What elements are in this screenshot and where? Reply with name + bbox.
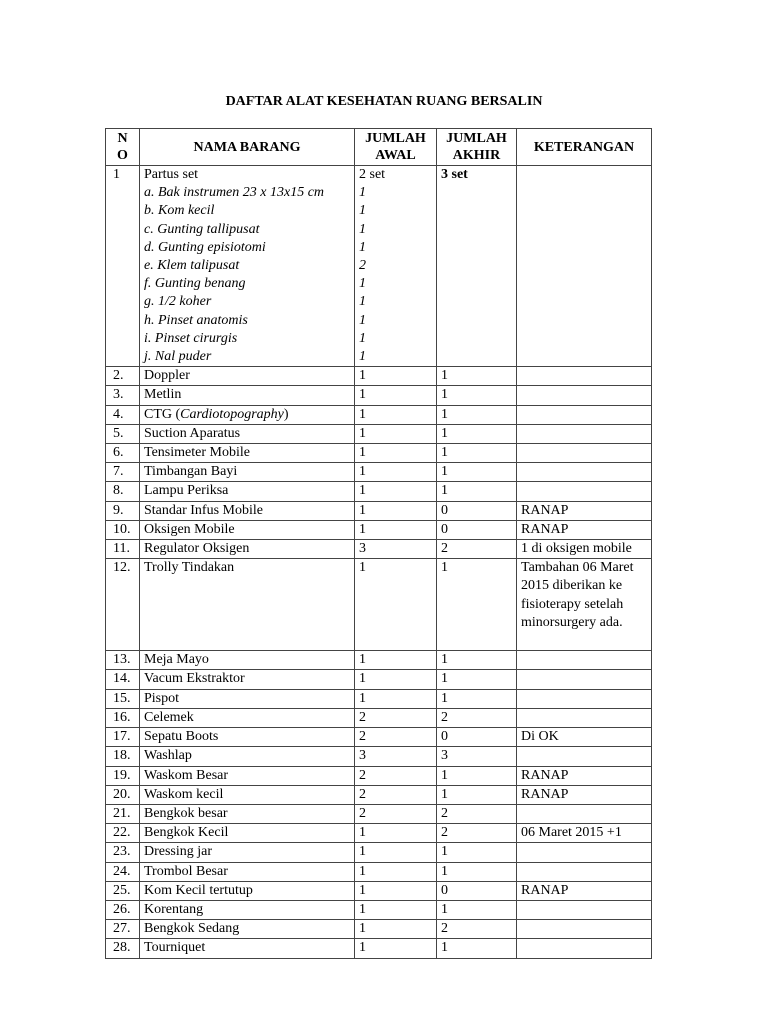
cell-awal: 1 — [355, 501, 437, 520]
partus-subitem-name: g. 1/2 koher — [144, 294, 212, 310]
table-row — [106, 862, 652, 881]
cell-nama: Vacum Ekstraktor — [140, 670, 355, 689]
cell-akhir: 3 set — [437, 166, 517, 367]
cell-nama: Waskom Besar — [140, 766, 355, 785]
cell-no: 28. — [106, 939, 140, 958]
cell-nama: Meja Mayo — [140, 651, 355, 670]
cell-nama: Bengkok Sedang — [140, 920, 355, 939]
cell-akhir: 1 — [437, 785, 517, 804]
cell-nama: Celemek — [140, 708, 355, 727]
partus-subitem-qty: 1 — [359, 349, 366, 365]
cell-awal: 1 — [355, 520, 437, 539]
cell-nama: Oksigen Mobile — [140, 520, 355, 539]
table-row — [106, 689, 652, 708]
cell-keterangan — [517, 424, 652, 443]
cell-nama: Dressing jar — [140, 843, 355, 862]
cell-keterangan — [517, 939, 652, 958]
cell-awal: 1 — [355, 843, 437, 862]
document-title: DAFTAR ALAT KESEHATAN RUANG BERSALIN — [225, 94, 543, 109]
cell-awal: 2 — [355, 708, 437, 727]
table-row — [106, 559, 652, 651]
cell-akhir: 2 — [437, 920, 517, 939]
partus-subitem-name: i. Pinset cirurgis — [144, 330, 238, 346]
cell-awal: 1 — [355, 824, 437, 843]
header-no: N O — [106, 129, 140, 166]
cell-nama: Bengkok besar — [140, 804, 355, 823]
cell-akhir: 1 — [437, 444, 517, 463]
cell-keterangan — [517, 482, 652, 501]
cell-nama: Washlap — [140, 747, 355, 766]
cell-awal: 3 — [355, 540, 437, 559]
partus-subitem-name: c. Gunting tallipusat — [144, 221, 260, 237]
cell-akhir: 1 — [437, 651, 517, 670]
cell-keterangan — [517, 405, 652, 424]
cell-keterangan: Di OK — [517, 728, 652, 747]
cell-awal: 3 — [355, 747, 437, 766]
table-row — [106, 843, 652, 862]
cell-akhir: 1 — [437, 900, 517, 919]
cell-awal: 1 — [355, 367, 437, 386]
cell-akhir: 1 — [437, 405, 517, 424]
header-nama-barang: NAMA BARANG — [140, 129, 355, 166]
cell-keterangan — [517, 900, 652, 919]
cell-keterangan: RANAP — [517, 785, 652, 804]
table-row — [106, 405, 652, 424]
partus-set-name: Partus set — [144, 167, 199, 182]
cell-no: 5. — [106, 424, 140, 443]
cell-awal: 2 — [355, 804, 437, 823]
table-row — [106, 939, 652, 958]
cell-no: 24. — [106, 862, 140, 881]
cell-keterangan — [517, 708, 652, 727]
cell-awal: 1 — [355, 862, 437, 881]
partus-subitem-qty: 2 — [359, 258, 366, 274]
table-row — [106, 540, 652, 559]
cell-keterangan — [517, 747, 652, 766]
cell-no: 11. — [106, 540, 140, 559]
cell-keterangan — [517, 367, 652, 386]
cell-akhir: 1 — [437, 424, 517, 443]
cell-akhir: 1 — [437, 689, 517, 708]
cell-awal: 1 — [355, 689, 437, 708]
table-row — [106, 747, 652, 766]
table-row — [106, 463, 652, 482]
partus-subitem-qty: 1 — [359, 312, 366, 328]
cell-nama: Timbangan Bayi — [140, 463, 355, 482]
cell-nama: Kom Kecil tertutup — [140, 881, 355, 900]
cell-nama: Waskom kecil — [140, 785, 355, 804]
cell-keterangan: Tambahan 06 Maret 2015 diberikan ke fisioterapy setelah minorsurgery ada. — [517, 559, 652, 651]
cell-nama: Lampu Periksa — [140, 482, 355, 501]
table-row — [106, 367, 652, 386]
cell-awal: 2 — [355, 785, 437, 804]
cell-akhir: 1 — [437, 482, 517, 501]
cell-akhir: 1 — [437, 367, 517, 386]
partus-subitem-qty: 1 — [359, 239, 366, 255]
cell-nama: CTG (Cardiotopography) — [140, 405, 355, 424]
cell-akhir: 1 — [437, 862, 517, 881]
cell-nama: Metlin — [140, 386, 355, 405]
cell-awal: 1 — [355, 482, 437, 501]
cell-no: 1 — [106, 166, 140, 367]
cell-nama: Pispot — [140, 689, 355, 708]
cell-awal: 1 — [355, 920, 437, 939]
cell-no: 13. — [106, 651, 140, 670]
cell-no: 14. — [106, 670, 140, 689]
cell-akhir: 1 — [437, 670, 517, 689]
cell-no: 15. — [106, 689, 140, 708]
partus-subitem-qty: 1 — [359, 185, 366, 201]
table-row — [106, 482, 652, 501]
table-row — [106, 766, 652, 785]
cell-nama: Doppler — [140, 367, 355, 386]
table-row — [106, 804, 652, 823]
cell-awal: 1 — [355, 559, 437, 651]
cell-no: 9. — [106, 501, 140, 520]
table-row — [106, 708, 652, 727]
table-row — [106, 785, 652, 804]
table-row — [106, 824, 652, 843]
cell-no: 17. — [106, 728, 140, 747]
cell-no: 3. — [106, 386, 140, 405]
cell-nama: Bengkok Kecil — [140, 824, 355, 843]
cell-keterangan: RANAP — [517, 520, 652, 539]
cell-keterangan: RANAP — [517, 501, 652, 520]
cell-akhir: 1 — [437, 766, 517, 785]
cell-awal: 1 — [355, 386, 437, 405]
cell-nama: Tourniquet — [140, 939, 355, 958]
table-row — [106, 386, 652, 405]
cell-no: 23. — [106, 843, 140, 862]
cell-nama: Tensimeter Mobile — [140, 444, 355, 463]
cell-awal: 1 — [355, 900, 437, 919]
cell-awal: 2 — [355, 728, 437, 747]
equipment-table — [105, 128, 652, 959]
table-row — [106, 501, 652, 520]
cell-awal: 1 — [355, 405, 437, 424]
cell-keterangan — [517, 689, 652, 708]
cell-nama: Suction Aparatus — [140, 424, 355, 443]
cell-no: 7. — [106, 463, 140, 482]
cell-keterangan — [517, 920, 652, 939]
cell-akhir: 2 — [437, 804, 517, 823]
cell-no: 12. — [106, 559, 140, 651]
cell-awal: 1 — [355, 463, 437, 482]
partus-subitem-qty: 1 — [359, 203, 366, 219]
table-row — [106, 728, 652, 747]
cell-keterangan: 06 Maret 2015 +1 — [517, 824, 652, 843]
header-jumlah-akhir: JUMLAH AKHIR — [437, 129, 517, 166]
cell-awal: 1 — [355, 444, 437, 463]
cell-akhir: 3 — [437, 747, 517, 766]
cell-keterangan — [517, 386, 652, 405]
partus-subitem-name: b. Kom kecil — [144, 203, 215, 219]
partus-subitem-qty: 1 — [359, 276, 366, 292]
table-row — [106, 881, 652, 900]
table-row-partus-set — [106, 166, 652, 367]
cell-keterangan — [517, 670, 652, 689]
partus-subitem-name: e. Klem talipusat — [144, 258, 240, 274]
header-keterangan: KETERANGAN — [517, 129, 652, 166]
cell-akhir: 1 — [437, 843, 517, 862]
cell-no: 19. — [106, 766, 140, 785]
cell-no: 8. — [106, 482, 140, 501]
cell-nama: Regulator Oksigen — [140, 540, 355, 559]
partus-subitem-name: a. Bak instrumen 23 x 13x15 cm — [144, 185, 325, 201]
partus-subitem-name: f. Gunting benang — [144, 276, 246, 292]
cell-akhir: 0 — [437, 728, 517, 747]
cell-akhir: 1 — [437, 463, 517, 482]
cell-no: 16. — [106, 708, 140, 727]
cell-keterangan — [517, 651, 652, 670]
table-row — [106, 670, 652, 689]
cell-keterangan: 1 di oksigen mobile — [517, 540, 652, 559]
cell-awal: 1 — [355, 881, 437, 900]
cell-no: 22. — [106, 824, 140, 843]
cell-awal: 1 — [355, 670, 437, 689]
cell-akhir: 0 — [437, 501, 517, 520]
cell-awal: 1 — [355, 651, 437, 670]
cell-no: 4. — [106, 405, 140, 424]
table-row — [106, 920, 652, 939]
partus-subitem-name: d. Gunting episiotomi — [144, 239, 266, 255]
cell-nama: Korentang — [140, 900, 355, 919]
cell-akhir: 2 — [437, 824, 517, 843]
cell-keterangan — [517, 166, 652, 367]
partus-subitem-qty: 1 — [359, 221, 366, 237]
table-row — [106, 651, 652, 670]
table-header-row — [106, 129, 652, 166]
cell-keterangan — [517, 862, 652, 881]
cell-akhir: 1 — [437, 559, 517, 651]
cell-keterangan: RANAP — [517, 766, 652, 785]
cell-no: 20. — [106, 785, 140, 804]
table-row — [106, 900, 652, 919]
cell-no: 27. — [106, 920, 140, 939]
cell-nama: Sepatu Boots — [140, 728, 355, 747]
cell-akhir: 1 — [437, 386, 517, 405]
cell-awal: 2 set 1 1 1 1 2 1 1 1 1 1 — [355, 166, 437, 367]
cell-akhir: 1 — [437, 939, 517, 958]
partus-subitem-qty: 1 — [359, 294, 366, 310]
cell-keterangan — [517, 444, 652, 463]
table-row — [106, 520, 652, 539]
cell-akhir: 2 — [437, 540, 517, 559]
cell-no: 26. — [106, 900, 140, 919]
cell-awal: 1 — [355, 939, 437, 958]
cell-nama: Trolly Tindakan — [140, 559, 355, 651]
header-jumlah-awal: JUMLAH AWAL — [355, 129, 437, 166]
cell-nama: Trombol Besar — [140, 862, 355, 881]
cell-no: 10. — [106, 520, 140, 539]
cell-keterangan — [517, 463, 652, 482]
cell-keterangan — [517, 843, 652, 862]
cell-no: 25. — [106, 881, 140, 900]
cell-keterangan: RANAP — [517, 881, 652, 900]
partus-subitem-qty: 1 — [359, 330, 366, 346]
cell-akhir: 0 — [437, 881, 517, 900]
partus-subitem-name: j. Nal puder — [144, 349, 212, 365]
table-row — [106, 424, 652, 443]
cell-no: 2. — [106, 367, 140, 386]
cell-no: 6. — [106, 444, 140, 463]
cell-nama — [140, 166, 355, 367]
cell-akhir: 0 — [437, 520, 517, 539]
partus-subitem-name: h. Pinset anatomis — [144, 312, 248, 328]
cell-no: 21. — [106, 804, 140, 823]
cell-nama: Standar Infus Mobile — [140, 501, 355, 520]
cell-awal: 2 — [355, 766, 437, 785]
cell-awal: 1 — [355, 424, 437, 443]
cell-keterangan — [517, 804, 652, 823]
table-row — [106, 444, 652, 463]
cell-no: 18. — [106, 747, 140, 766]
cell-akhir: 2 — [437, 708, 517, 727]
